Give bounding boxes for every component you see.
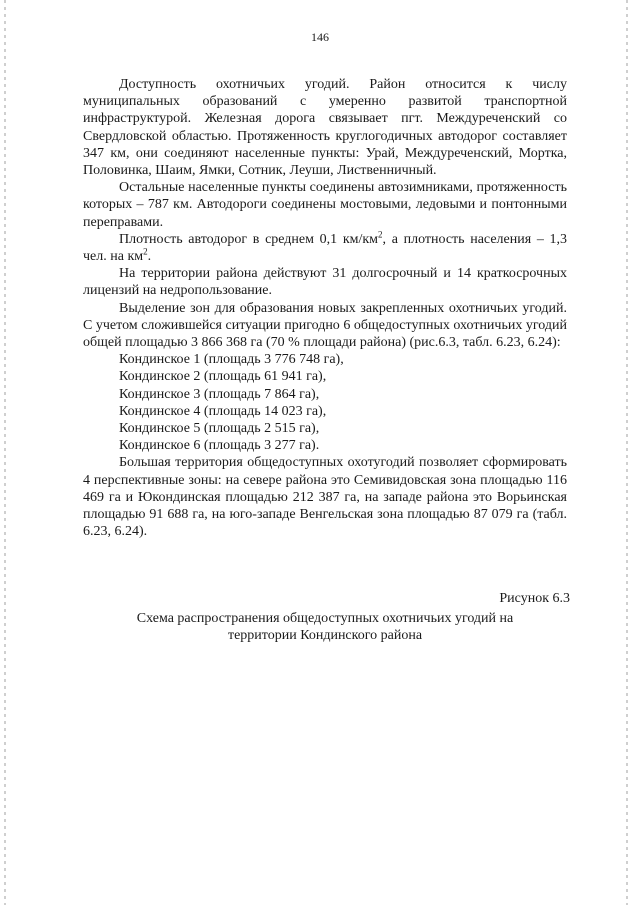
- list-item-zone-2: Кондинское 2 (площадь 61 941 га),: [119, 369, 327, 385]
- scan-left-edge: [4, 0, 6, 905]
- figure-caption-line-2: территории Кондинского района: [227, 628, 423, 644]
- density-text-3: .: [147, 249, 152, 265]
- paragraph-zones-intro: Выделение зон для образования новых закрепленных охотничьих угодий. С учетом сложившейся ситуации пригодно 6 общедоступных охотничьих угодий общей площадью 3 866 368 га (70 % площади района) (рис.6.3, табл. 6.23, 6.24):: [83, 300, 567, 351]
- figure-caption: [83, 610, 567, 644]
- density-text-2: , а плотность населения – 1,3 чел. на км: [83, 231, 567, 265]
- density-superscript-1: 2: [378, 229, 383, 240]
- paragraph-road-density: [83, 231, 567, 265]
- list-item-zone-1: Кондинское 1 (площадь 3 776 748 га),: [119, 352, 344, 368]
- density-superscript-2: 2: [143, 246, 148, 257]
- document-body: [83, 76, 567, 540]
- list-item-zone-3: Кондинское 3 (площадь 7 864 га),: [119, 386, 320, 402]
- paragraph-winter-roads: Остальные населенные пункты соединены автозимниками, протяженность которых – 787 км. Автодороги соединены мостовыми, ледовыми и понтонными переправами.: [83, 180, 567, 230]
- page-number: 146: [311, 30, 329, 44]
- paragraph-accessibility: Доступность охотничьих угодий. Район относится к числу муниципальных образований с умеренно развитой транспортной инфраструктурой. Железная дорога связывает пгт. Междуреченский со Свердловской областью. Протяженность круглогодичных автодорог составляет 347 км, они соединяют населенные пункты: Урай, Междуреченский, Мортка, Половинка, Шаим, Ямки, Сотник, Леуши, Лиственничный.: [83, 77, 567, 179]
- list-item-zone-4: Кондинское 4 (площадь 14 023 га),: [119, 403, 327, 419]
- list-item-zone-5: Кондинское 5 (площадь 2 515 га),: [119, 421, 320, 437]
- list-item-zone-6: Кондинское 6 (площадь 3 277 га).: [119, 438, 320, 454]
- paragraph-prospective-zones: Большая территория общедоступных охотугодий позволяет сформировать 4 перспективные зоны: на севере района это Семивидовская зона площадью 116 469 га и Юкондинская площадью 212 387 га, на западе района это Ворьинская площадью 91 688 га, на юго-западе Венгельская зона площадью 87 079 га (табл. 6.23, 6.24).: [83, 455, 567, 540]
- figure-caption-line-1: Схема распространения общедоступных охотничьих угодий на: [136, 611, 514, 626]
- figure-label: Рисунок 6.3: [499, 591, 570, 606]
- scan-right-edge: [626, 0, 628, 905]
- paragraph-licenses: На территории района действуют 31 долгосрочный и 14 краткосрочных лицензий на недропользование.: [83, 266, 567, 299]
- density-text-1: Плотность автодорог в среднем 0,1 км/км: [119, 231, 379, 247]
